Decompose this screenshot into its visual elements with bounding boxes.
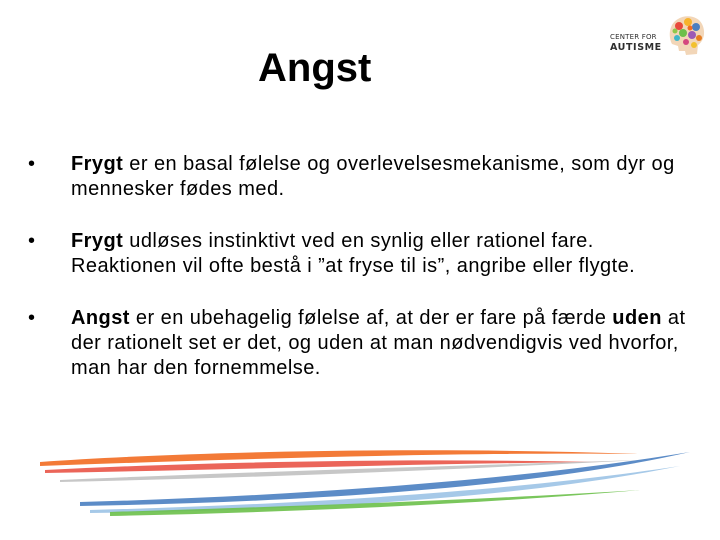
bullet-bold-term: Angst	[71, 307, 130, 329]
bullet-dot: •	[28, 153, 36, 175]
bullet-text: er en basal følelse og overlevelsesmekanisme, som dyr og mennesker fødes med.	[71, 153, 675, 200]
bullet-list	[28, 152, 698, 408]
bullet-dot: •	[28, 230, 36, 252]
logo-line1: CENTER FOR	[610, 33, 657, 41]
bullet-bold-term: Frygt	[71, 230, 124, 252]
bullet-text: er en ubehagelig følelse af, at der er fare på færde	[129, 307, 613, 329]
bullet-item-angst	[28, 306, 698, 381]
bullet-bold-term: Frygt	[71, 153, 124, 175]
bullet-item-frygt-udloeses	[28, 229, 698, 279]
bullet-text-continued: at der rationelt set er det, og uden at man nødvendigvis ved hvorfor, man har den fornemmelse.	[71, 307, 686, 379]
decorative-swooshes	[0, 440, 720, 540]
bullet-text: udløses instinktivt ved en synlig eller rationel fare. Reaktionen vil ofte bestå i ”at fryse til is”, angribe eller flygte.	[71, 230, 636, 277]
colorful-head-icon	[664, 14, 706, 58]
bullet-item-frygt-basal	[28, 152, 698, 202]
center-for-autisme-logo	[606, 14, 706, 60]
bullet-bold-uden: uden	[612, 307, 662, 329]
bullet-dot: •	[28, 307, 36, 329]
logo-line2: AUTISME	[610, 42, 662, 53]
slide-title: Angst	[258, 46, 372, 90]
